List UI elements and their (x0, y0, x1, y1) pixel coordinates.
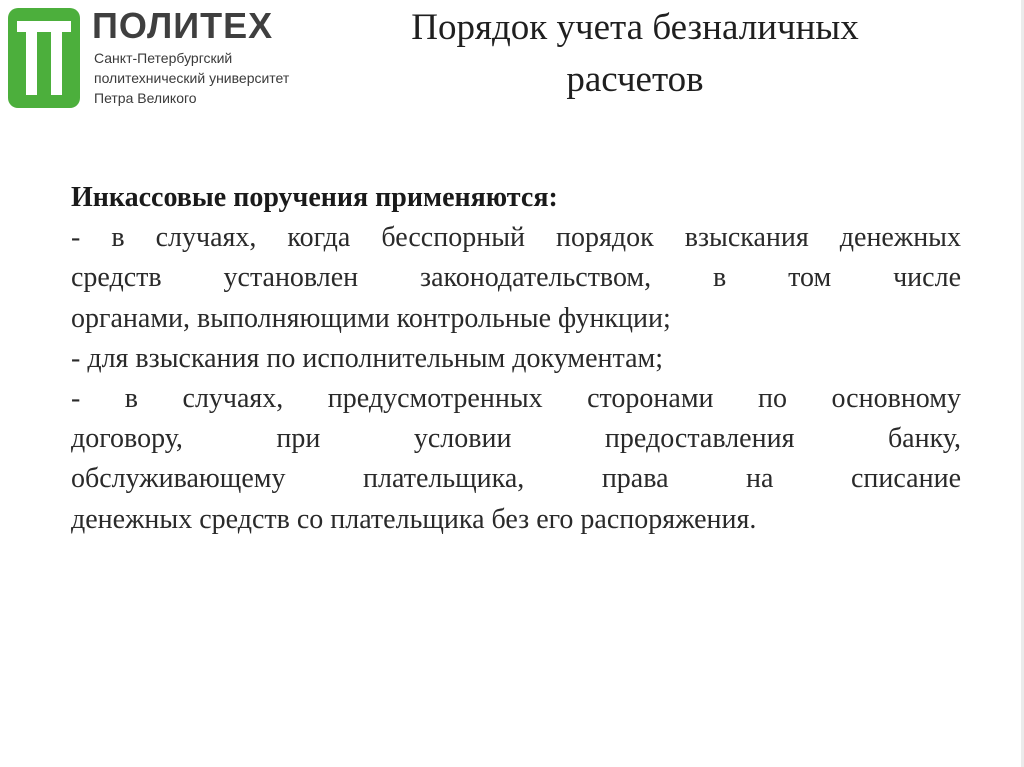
body-line: средств установлен законодательством, в том числе (71, 262, 961, 294)
slide-body (71, 178, 961, 540)
slide-title-line: расчетов (566, 59, 704, 100)
logo-subtitle-line: Петра Великого (94, 90, 197, 106)
body-line: обслуживающему плательщика, права на списание (71, 463, 961, 495)
body-line: договору, при условии предоставления банку, (71, 423, 961, 455)
body-heading: Инкассовые поручения применяются: (71, 182, 558, 213)
logo-subtitle-line: политехнический университет (94, 70, 290, 86)
politech-pi-logo-icon (8, 8, 80, 108)
university-logo (8, 6, 308, 112)
body-line: денежных средств со плательщика без его распоряжения. (71, 503, 757, 535)
body-line: - в случаях, предусмотренных сторонами по основному (71, 382, 961, 414)
body-line: - в случаях, когда бесспорный порядок взыскания денежных (71, 222, 961, 254)
logo-subtitle (94, 48, 289, 108)
body-line: - для взыскания по исполнительным документам; (71, 342, 663, 374)
body-line: органами, выполняющими контрольные функции; (71, 302, 671, 334)
logo-subtitle-line: Санкт-Петербургский (94, 50, 233, 66)
logo-name: ПОЛИТЕХ (92, 5, 274, 46)
slide-title (330, 2, 940, 106)
slide-title-line: Порядок учета безналичных (411, 7, 859, 48)
